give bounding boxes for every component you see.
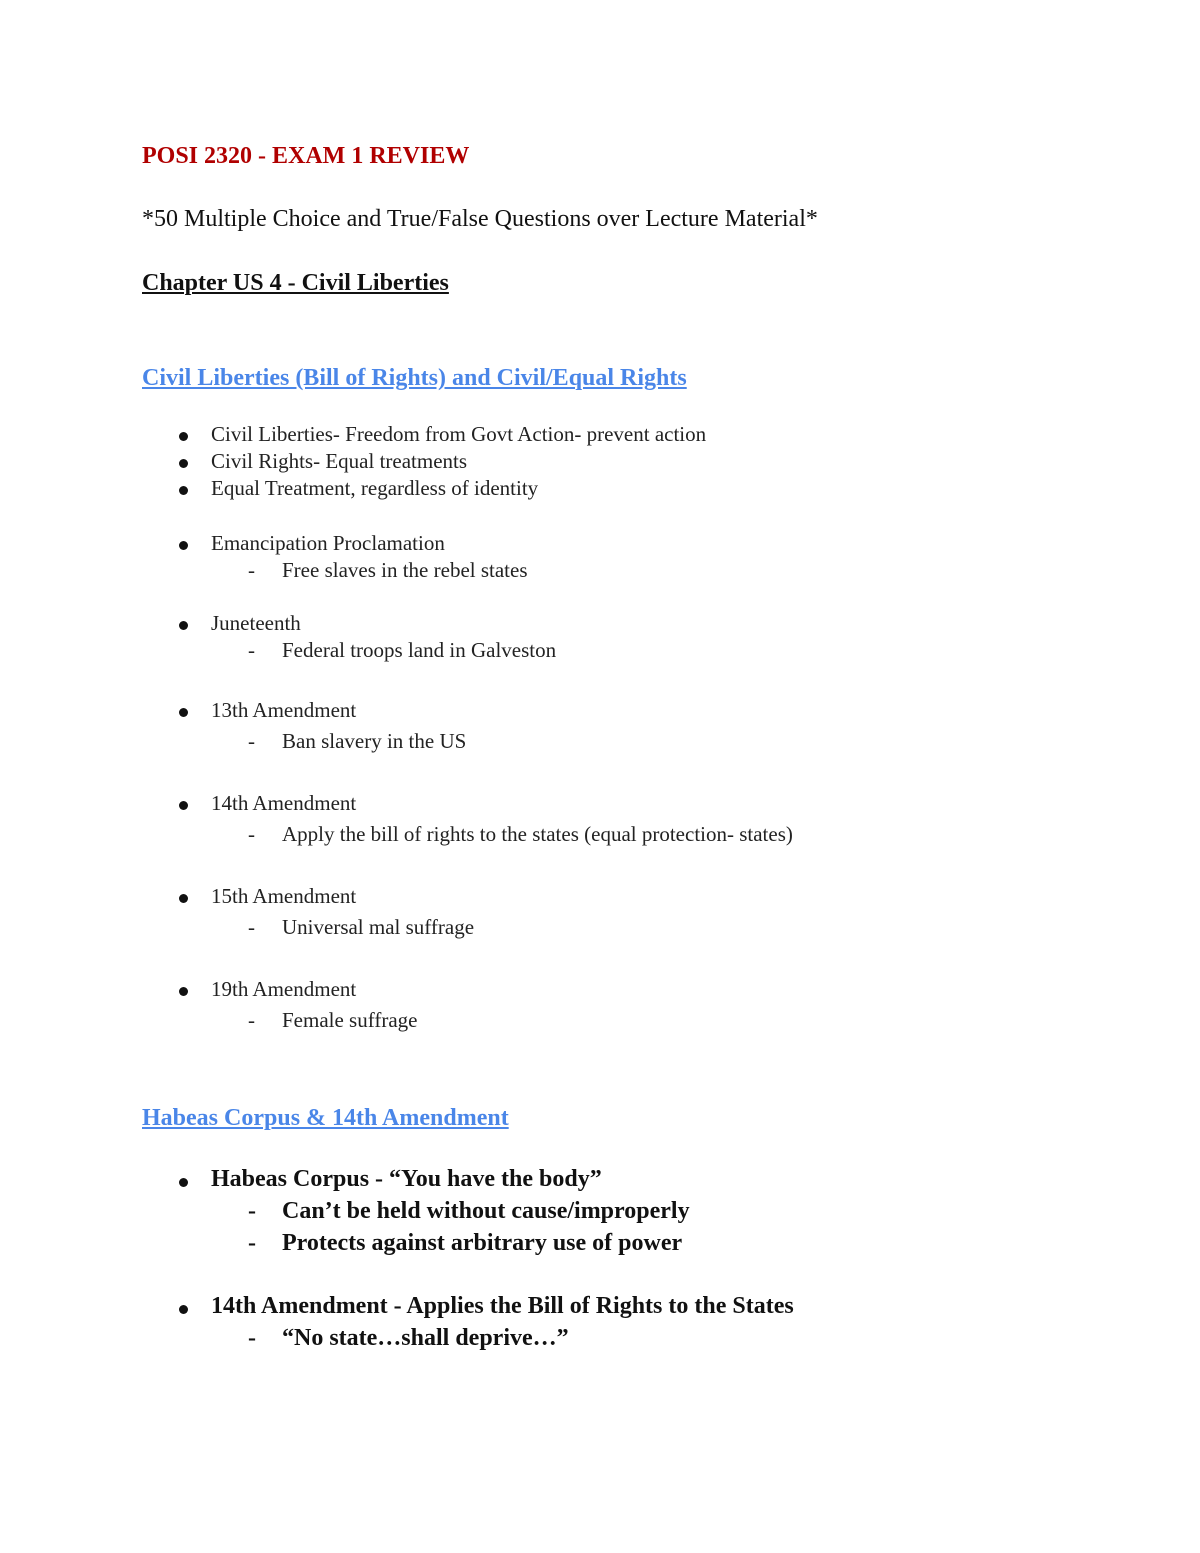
sub-list-item: Apply the bill of rights to the states (equal protection- states) bbox=[282, 822, 793, 846]
sub-list-item: “No state…shall deprive…” bbox=[282, 1325, 569, 1351]
sub-list-item: Federal troops land in Galveston bbox=[282, 638, 557, 662]
list-item: Civil Liberties- Freedom from Govt Action- prevent action bbox=[211, 422, 707, 446]
document-title: POSI 2320 - EXAM 1 REVIEW bbox=[142, 143, 470, 169]
dash-marker: - bbox=[248, 729, 255, 753]
list-item: Emancipation Proclamation bbox=[211, 531, 445, 555]
bullet-icon bbox=[179, 1178, 188, 1187]
dash-marker: - bbox=[248, 558, 255, 582]
bullet-icon bbox=[179, 486, 188, 495]
sub-list-item: Female suffrage bbox=[282, 1008, 418, 1032]
list-item: Juneteenth bbox=[211, 611, 301, 635]
bullet-icon bbox=[179, 459, 188, 468]
list-item: Civil Rights- Equal treatments bbox=[211, 449, 468, 473]
bullet-icon bbox=[179, 541, 188, 550]
bullet-icon bbox=[179, 987, 188, 996]
sub-list-item: Can’t be held without cause/improperly bbox=[282, 1198, 690, 1224]
bullet-icon bbox=[179, 1305, 188, 1314]
dash-marker: - bbox=[248, 1198, 256, 1224]
section-heading-civil-liberties: Civil Liberties (Bill of Rights) and Civil/Equal Rights bbox=[142, 365, 687, 391]
bullet-icon bbox=[179, 801, 188, 810]
dash-marker: - bbox=[248, 1325, 256, 1351]
list-item: 14th Amendment - Applies the Bill of Rights to the States bbox=[211, 1293, 794, 1319]
exam-description: *50 Multiple Choice and True/False Questions over Lecture Material* bbox=[142, 206, 818, 232]
dash-marker: - bbox=[248, 638, 255, 662]
list-item: 15th Amendment bbox=[211, 884, 357, 908]
sub-list-item: Universal mal suffrage bbox=[282, 915, 475, 939]
list-item: 14th Amendment bbox=[211, 791, 357, 815]
bullet-icon bbox=[179, 708, 188, 717]
sub-list-item: Ban slavery in the US bbox=[282, 729, 467, 753]
list-item: 19th Amendment bbox=[211, 977, 357, 1001]
bullet-icon bbox=[179, 894, 188, 903]
list-item: Habeas Corpus - “You have the body” bbox=[211, 1166, 602, 1192]
dash-marker: - bbox=[248, 822, 255, 846]
sub-list-item: Protects against arbitrary use of power bbox=[282, 1230, 683, 1256]
bullet-icon bbox=[179, 621, 188, 630]
chapter-heading: Chapter US 4 - Civil Liberties bbox=[142, 270, 449, 296]
dash-marker: - bbox=[248, 1008, 255, 1032]
bullet-icon bbox=[179, 432, 188, 441]
sub-list-item: Free slaves in the rebel states bbox=[282, 558, 528, 582]
dash-marker: - bbox=[248, 1230, 256, 1256]
list-item: Equal Treatment, regardless of identity bbox=[211, 476, 539, 500]
list-item: 13th Amendment bbox=[211, 698, 357, 722]
dash-marker: - bbox=[248, 915, 255, 939]
section-heading-habeas-corpus: Habeas Corpus & 14th Amendment bbox=[142, 1105, 509, 1131]
